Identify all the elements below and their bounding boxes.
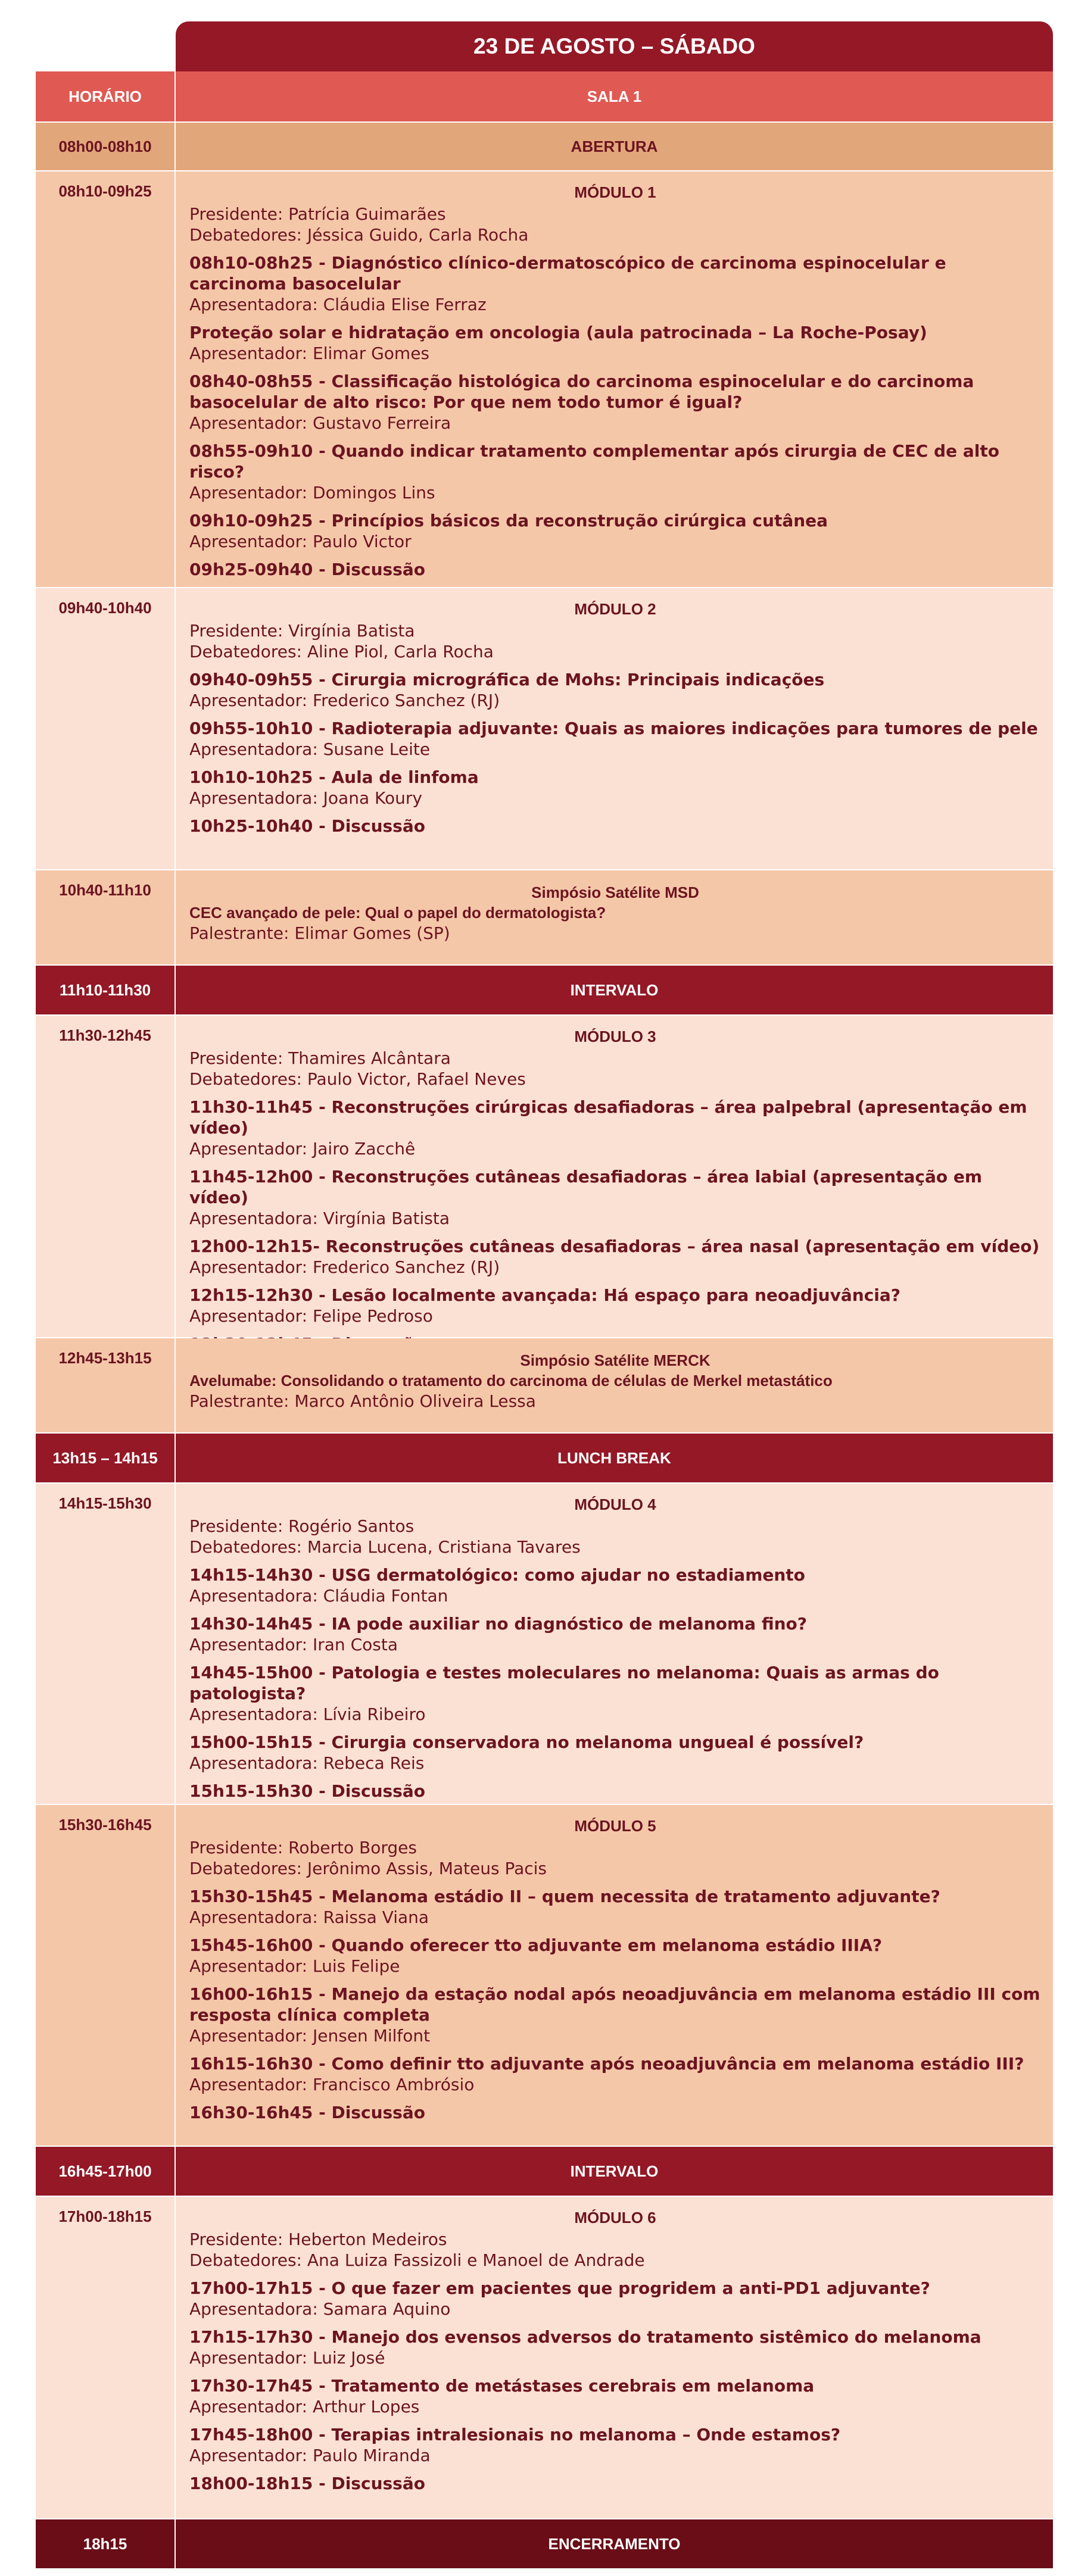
module-1-block (176, 171, 1053, 588)
day-title: 23 DE AGOSTO – SÁBADO (176, 21, 1053, 71)
module-2-block (176, 588, 1053, 870)
talk-title: 15h30-15h45 - Melanoma estádio II – quem necessita de tratamento adjuvante? (189, 1887, 940, 1906)
talk-title: 17h00-17h15 - O que fazer em pacientes que progridem a anti-PD1 adjuvante? (189, 2278, 930, 2298)
talk-presenter: Apresentador: Iran Costa (189, 1635, 398, 1654)
talk-presenter: Apresentadora: Cláudia Fontan (189, 1586, 448, 1606)
talk-item (189, 2473, 1041, 2494)
symposium-msd-time: 10h40-11h10 (36, 870, 174, 966)
module-president: Presidente: Virgínia Batista (189, 621, 415, 641)
talk-item (189, 1886, 1041, 1928)
talk-presenter: Apresentadora: Samara Aquino (189, 2299, 451, 2319)
talk-item (189, 1662, 1041, 1725)
talk-title: 17h30-17h45 - Tratamento de metástases cerebrais em melanoma (189, 2376, 815, 2396)
talk-title: 14h30-14h45 - IA pode auxiliar no diagnóstico de melanoma fino? (189, 1614, 807, 1634)
talk-title: 08h55-09h10 - Quando indicar tratamento complementar após cirurgia de CEC de alto risco? (189, 441, 999, 482)
module-1-time: 08h10-09h25 (36, 171, 174, 588)
talk-title: 16h30-16h45 - Discussão (189, 2103, 425, 2122)
module-president: Presidente: Thamires Alcântara (189, 1048, 451, 1068)
lunch-break-time: 13h15 – 14h15 (36, 1434, 174, 1484)
module-president: Presidente: Rogério Santos (189, 1516, 415, 1536)
talk-item (189, 2424, 1041, 2466)
symposium-talk: CEC avançado de pele: Qual o papel do dermatologista? (189, 904, 606, 922)
symposium-msd-block (176, 870, 1053, 966)
talk-title: 14h45-15h00 - Patologia e testes moleculares no melanoma: Quais as armas do patologista? (189, 1663, 939, 1703)
talk-title: 09h25-09h40 - Discussão (189, 560, 425, 579)
module-debaters: Debatedores: Jerônimo Assis, Mateus Pacis (189, 1859, 547, 1878)
module-title: MÓDULO 2 (574, 600, 656, 618)
module-title: MÓDULO 1 (574, 183, 656, 201)
talk-presenter: Apresentadora: Lívia Ribeiro (189, 1704, 426, 1724)
talk-title: 17h15-17h30 - Manejo dos evensos adversos do tratamento sistêmico do melanoma (189, 2327, 981, 2347)
talk-title: Proteção solar e hidratação em oncologia (aula patrocinada – La Roche-Posay) (189, 323, 927, 342)
talk-presenter: Apresentadora: Joana Koury (189, 788, 422, 808)
talk-title: 09h10-09h25 - Princípios básicos da reconstrução cirúrgica cutânea (189, 511, 828, 530)
module-debaters: Debatedores: Aline Piol, Carla Rocha (189, 642, 494, 661)
talk-title: 11h45-12h00 - Reconstruções cutâneas desafiadoras – área labial (apresentação em vídeo) (189, 1167, 982, 1207)
talk-title: 10h25-10h40 - Discussão (189, 816, 425, 836)
module-title: MÓDULO 4 (574, 1495, 656, 1513)
module-title: MÓDULO 3 (574, 1028, 656, 1045)
talk-presenter: Apresentadora: Cláudia Elise Ferraz (189, 295, 487, 314)
symposium-title: Simpósio Satélite MSD (531, 883, 699, 901)
module-president: Presidente: Patrícia Guimarães (189, 204, 446, 224)
talk-title: 08h10-08h25 - Diagnóstico clínico-dermatoscópico de carcinoma espinocelular e carcinoma basocelular (189, 253, 946, 293)
opening-time: 08h00-08h10 (36, 123, 174, 171)
talk-item (189, 718, 1041, 760)
talk-presenter: Apresentador: Paulo Miranda (189, 2446, 431, 2465)
module-3-block (176, 1016, 1053, 1338)
talk-title: 09h40-09h55 - Cirurgia micrográfica de Mohs: Principais indicações (189, 670, 825, 689)
talk-item (189, 767, 1041, 808)
talk-item (189, 1166, 1041, 1229)
module-debaters: Debatedores: Jéssica Guido, Carla Rocha (189, 225, 529, 245)
talk-presenter: Apresentador: Arthur Lopes (189, 2397, 420, 2416)
talk-presenter: Apresentador: Francisco Ambrósio (189, 2075, 475, 2094)
talk-presenter: Apresentador: Frederico Sanchez (RJ) (189, 691, 500, 710)
talk-item (189, 2053, 1041, 2095)
talk-presenter: Apresentador: Frederico Sanchez (RJ) (189, 1257, 500, 1277)
talk-item (189, 322, 1041, 364)
talk-item (189, 441, 1041, 503)
talk-item (189, 510, 1041, 552)
talk-presenter: Apresentadora: Susane Leite (189, 739, 431, 759)
talk-presenter: Apresentador: Luis Felipe (189, 1956, 400, 1976)
talk-title: 16h00-16h15 - Manejo da estação nodal após neoadjuvância em melanoma estádio III com resposta clínica completa (189, 1984, 1040, 2025)
schedule-table (36, 71, 1053, 2569)
talk-title: 15h00-15h15 - Cirurgia conservadora no melanoma ungueal é possível? (189, 1732, 864, 1752)
talk-item (189, 371, 1041, 433)
module-5-time: 15h30-16h45 (36, 1805, 174, 2147)
module-3-time: 11h30-12h45 (36, 1016, 174, 1338)
break-2-label: INTERVALO (176, 2147, 1053, 2197)
talk-item (189, 1285, 1041, 1326)
talk-presenter: Apresentador: Jairo Zacchê (189, 1139, 416, 1159)
talk-title: 08h40-08h55 - Classificação histológica do carcinoma espinocelular e do carcinoma basocelular de alto risco: Por que nem todo tumor é igual? (189, 371, 974, 412)
module-debaters: Debatedores: Ana Luiza Fassizoli e Manoel de Andrade (189, 2250, 645, 2270)
talk-title: 12h00-12h15- Reconstruções cutâneas desafiadoras – área nasal (apresentação em vídeo) (189, 1237, 1040, 1256)
module-title: MÓDULO 5 (574, 1817, 656, 1835)
talk-item (189, 2278, 1041, 2319)
break-1-label: INTERVALO (176, 966, 1053, 1016)
talk-item (189, 669, 1041, 711)
talk-item (189, 2102, 1041, 2123)
talk-presenter: Apresentador: Gustavo Ferreira (189, 413, 451, 433)
talk-title: 17h45-18h00 - Terapias intralesionais no melanoma – Onde estamos? (189, 2425, 841, 2444)
talk-item (189, 559, 1041, 580)
module-4-time: 14h15-15h30 (36, 1484, 174, 1805)
symposium-speaker: Palestrante: Elimar Gomes (SP) (189, 923, 450, 943)
talk-presenter: Apresentadora: Rebeca Reis (189, 1753, 425, 1773)
break-1-time: 11h10-11h30 (36, 966, 174, 1016)
module-6-time: 17h00-18h15 (36, 2197, 174, 2519)
talk-title: 18h00-18h15 - Discussão (189, 2474, 425, 2493)
symposium-merck-time: 12h45-13h15 (36, 1338, 174, 1434)
talk-item (189, 2375, 1041, 2417)
talk-presenter: Apresentador: Jensen Milfont (189, 2026, 431, 2046)
talk-item (189, 1935, 1041, 1977)
talk-presenter: Apresentador: Paulo Victor (189, 532, 412, 551)
closing-time: 18h15 (36, 2519, 174, 2569)
talk-title: 11h30-11h45 - Reconstruções cirúrgicas desafiadoras – área palpebral (apresentação em vídeo) (189, 1097, 1027, 1138)
symposium-speaker: Palestrante: Marco Antônio Oliveira Lessa (189, 1391, 536, 1411)
talk-item (189, 1781, 1041, 1801)
column-header-room: SALA 1 (176, 71, 1053, 123)
talk-presenter: Apresentadora: Raissa Viana (189, 1907, 429, 1927)
column-header-time: HORÁRIO (36, 71, 174, 123)
talk-item (189, 2327, 1041, 2368)
talk-presenter: Apresentador: Felipe Pedroso (189, 1306, 433, 1326)
talk-presenter: Apresentador: Luiz José (189, 2348, 385, 2368)
talk-presenter: Apresentador: Domingos Lins (189, 483, 435, 502)
module-title: MÓDULO 6 (574, 2209, 656, 2227)
talk-item (189, 1732, 1041, 1773)
module-6-block (176, 2197, 1053, 2519)
module-debaters: Debatedores: Marcia Lucena, Cristiana Tavares (189, 1537, 581, 1557)
talk-title: 14h15-14h30 - USG dermatológico: como ajudar no estadiamento (189, 1565, 805, 1585)
talk-presenter: Apresentadora: Virgínia Batista (189, 1209, 450, 1228)
talk-item (189, 816, 1041, 836)
symposium-merck-block (176, 1338, 1053, 1434)
talk-item (189, 1097, 1041, 1159)
talk-item (189, 1613, 1041, 1655)
talk-presenter: Apresentador: Elimar Gomes (189, 344, 430, 363)
talk-title: 12h15-12h30 - Lesão localmente avançada: Há espaço para neoadjuvância? (189, 1285, 901, 1305)
lunch-break-label: LUNCH BREAK (176, 1434, 1053, 1484)
module-president: Presidente: Heberton Medeiros (189, 2230, 447, 2249)
module-president: Presidente: Roberto Borges (189, 1838, 417, 1857)
symposium-talk: Avelumabe: Consolidando o tratamento do carcinoma de células de Merkel metastático (189, 1372, 833, 1390)
talk-title: 15h45-16h00 - Quando oferecer tto adjuvante em melanoma estádio IIIA? (189, 1935, 883, 1955)
talk-item (189, 1565, 1041, 1606)
talk-title: 10h10-10h25 - Aula de linfoma (189, 767, 479, 787)
talk-title: 09h55-10h10 - Radioterapia adjuvante: Quais as maiores indicações para tumores de pele (189, 719, 1038, 738)
opening-label: ABERTURA (176, 123, 1053, 171)
closing-label: ENCERRAMENTO (176, 2519, 1053, 2569)
symposium-title: Simpósio Satélite MERCK (520, 1351, 710, 1369)
talk-title: 16h15-16h30 - Como definir tto adjuvante após neoadjuvância em melanoma estádio III? (189, 2054, 1024, 2074)
module-2-time: 09h40-10h40 (36, 588, 174, 870)
talk-title: 15h15-15h30 - Discussão (189, 1781, 425, 1801)
talk-item (189, 1984, 1041, 2046)
module-debaters: Debatedores: Paulo Victor, Rafael Neves (189, 1069, 526, 1089)
talk-item (189, 1236, 1041, 1278)
talk-item (189, 252, 1041, 315)
break-2-time: 16h45-17h00 (36, 2147, 174, 2197)
module-4-block (176, 1484, 1053, 1805)
module-5-block (176, 1805, 1053, 2147)
